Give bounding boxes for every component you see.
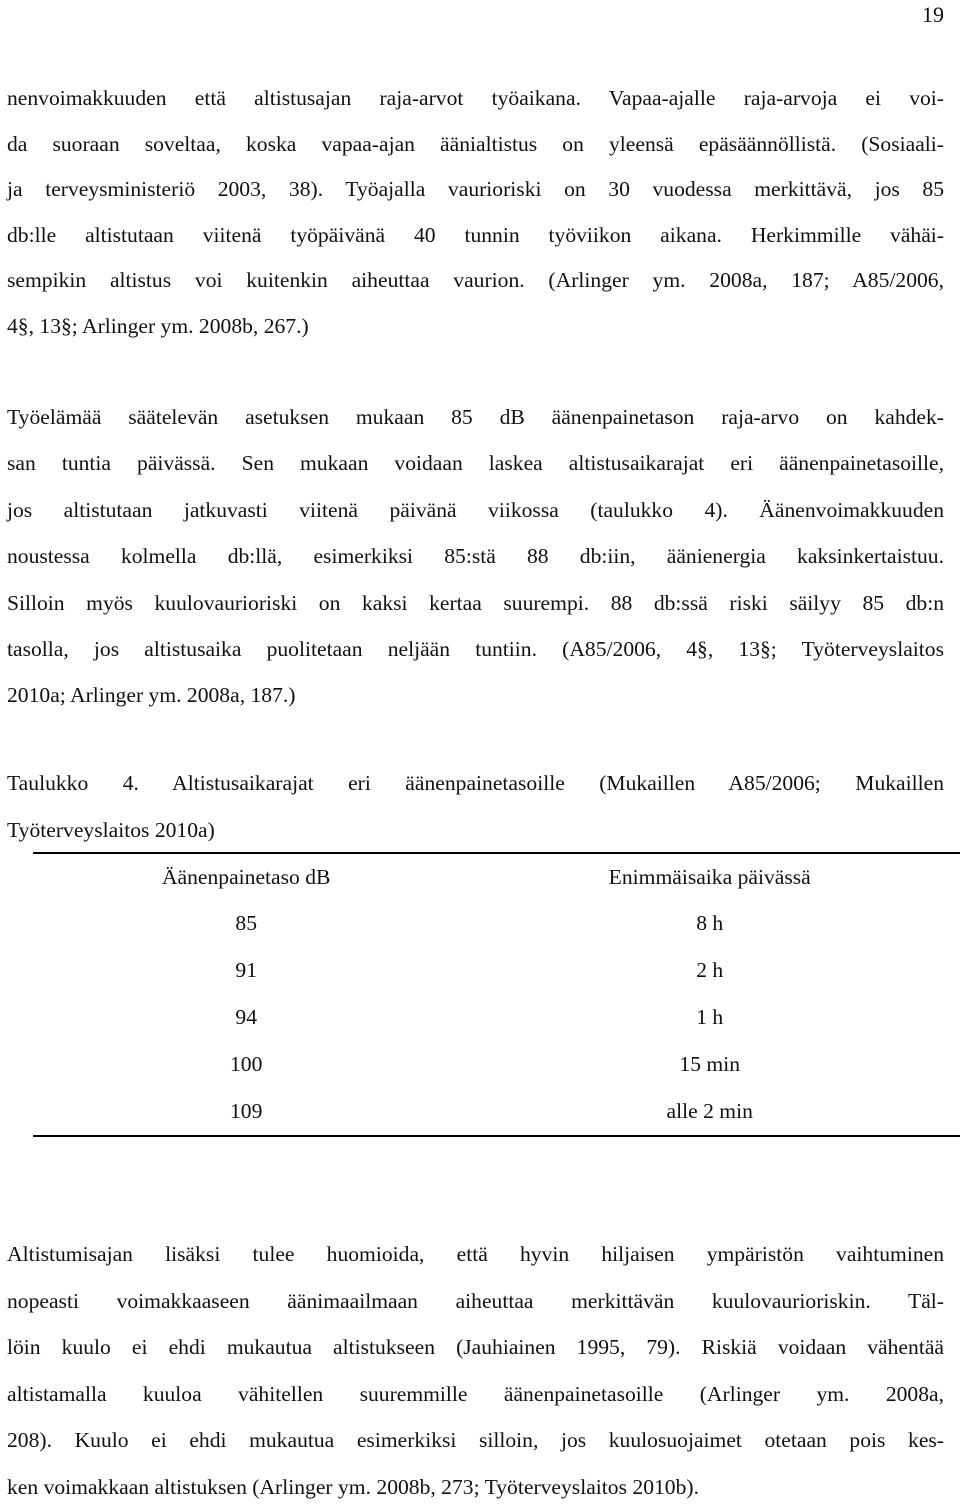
text-line: löin kuulo ei ehdi mukautua altistukseen (Jauhiainen 1995, 79). Riskiä voidaan vähentää bbox=[7, 1335, 944, 1360]
header-sound-level: Äänenpainetaso dB bbox=[161, 864, 331, 889]
text-line: san tuntia päivässä. Sen mukaan voidaan laskea altistusaikarajat eri äänenpainetasoille, bbox=[7, 451, 944, 476]
text-line: altistamalla kuuloa vähitellen suuremmille äänenpainetasoille (Arlinger ym. 2008a, bbox=[7, 1381, 944, 1406]
table-row bbox=[33, 900, 960, 947]
cell-max-time: 15 min bbox=[679, 1052, 740, 1076]
text-line: noustessa kolmella db:llä, esimerkiksi 85:stä 88 db:iin, äänienergia kaksinkertaistuu. bbox=[7, 544, 944, 569]
caption-line: Työterveyslaitos 2010a) bbox=[7, 818, 215, 842]
cell-max-time: 1 h bbox=[696, 1005, 724, 1029]
cell-max-time: alle 2 min bbox=[666, 1099, 753, 1123]
text-line: da suoraan soveltaa, koska vapaa-ajan äänialtistus on yleensä epäsäännöllistä. (Sosiaali- bbox=[7, 131, 944, 156]
cell-max-time: 2 h bbox=[696, 958, 724, 982]
text-line: ja terveysministeriö 2003, 38). Työajalla vaurioriski on 30 vuodessa merkittävä, jos 85 bbox=[7, 177, 944, 201]
table-caption bbox=[7, 760, 944, 854]
text-line: ken voimakkaan altistuksen (Arlinger ym. 2008b, 273; Työterveyslaitos 2010b). bbox=[7, 1474, 699, 1499]
text-line: 208). Kuulo ei ehdi mukautua esimerkiksi silloin, jos kuulosuojaimet otetaan pois kes- bbox=[7, 1428, 944, 1453]
text-line: 2010a; Arlinger ym. 2008a, 187.) bbox=[7, 683, 296, 708]
table-row bbox=[33, 947, 960, 994]
cell-sound-level: 94 bbox=[235, 1005, 257, 1029]
text-line: jos altistutaan jatkuvasti viitenä päivänä viikossa (taulukko 4). Äänenvoimakkuuden bbox=[7, 497, 944, 522]
table-row bbox=[33, 994, 960, 1041]
text-line: nopeasti voimakkaaseen äänimaailmaan aiheuttaa merkittävän kuulovaurioriskin. Täl- bbox=[7, 1288, 944, 1313]
text-line: sempikin altistus voi kuitenkin aiheuttaa vaurion. (Arlinger ym. 2008a, 187; A85/2006, bbox=[7, 268, 944, 292]
table-header-row bbox=[33, 853, 960, 900]
table-row bbox=[33, 1088, 960, 1136]
cell-sound-level: 100 bbox=[230, 1052, 263, 1076]
text-line: nenvoimakkuuden että altistusajan raja-arvot työaikana. Vapaa-ajalle raja-arvoja ei voi- bbox=[7, 86, 944, 110]
text-line: Altistumisajan lisäksi tulee huomioida, että hyvin hiljaisen ympäristön vaihtuminen bbox=[7, 1242, 944, 1266]
cell-sound-level: 91 bbox=[235, 958, 257, 982]
paragraph-regulation bbox=[7, 394, 944, 719]
text-line: db:lle altistutaan viitenä työpäivänä 40 tunnin työviikon aikana. Herkimmille vähäi- bbox=[7, 222, 944, 247]
text-line: tasolla, jos altistusaika puolitetaan neljään tuntiin. (A85/2006, 4§, 13§; Työterveyslaitos bbox=[7, 637, 944, 662]
caption-line: Taulukko 4. Altistusaikarajat eri äänenpainetasoille (Mukaillen A85/2006; Mukaillen bbox=[7, 771, 944, 795]
page-number: 19 bbox=[922, 2, 944, 27]
text-line: Silloin myös kuulovaurioriski on kaksi kertaa suurempi. 88 db:ssä riski säilyy 85 db:n bbox=[7, 590, 944, 615]
paragraph-quiet-environment bbox=[7, 1231, 944, 1511]
text-line: 4§, 13§; Arlinger ym. 2008b, 267.) bbox=[7, 313, 309, 338]
header-max-time: Enimmäisaika päivässä bbox=[608, 864, 811, 889]
cell-max-time: 8 h bbox=[696, 911, 724, 935]
cell-sound-level: 85 bbox=[235, 911, 257, 935]
text-line: Työelämää säätelevän asetuksen mukaan 85 dB äänenpainetason raja-arvo on kahdek- bbox=[7, 405, 944, 429]
table-row bbox=[33, 1041, 960, 1088]
exposure-table bbox=[33, 852, 960, 1137]
paragraph-noise-limits bbox=[7, 76, 944, 349]
cell-sound-level: 109 bbox=[230, 1099, 263, 1123]
